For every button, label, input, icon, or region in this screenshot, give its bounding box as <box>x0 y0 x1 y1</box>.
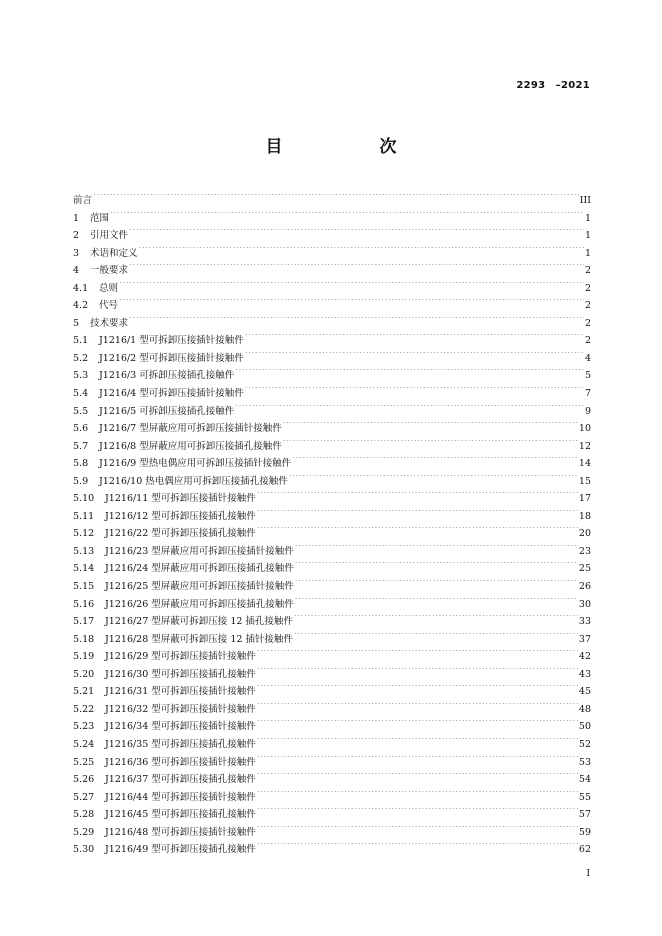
toc-leader-dots <box>257 510 578 519</box>
toc-entry-title: J1216/10 热电偶应用可拆卸压接插孔接触件 <box>99 475 288 487</box>
toc-entry-title: J1216/8 型屏蔽应用可拆卸压接插孔接触件 <box>99 440 282 452</box>
toc-entry-number: 5.21 <box>73 686 95 698</box>
toc-entry-page: 18 <box>578 510 591 522</box>
toc-entry[interactable] <box>73 648 591 666</box>
document-code: 2293 –2021 <box>516 80 590 91</box>
toc-entry-title: J1216/2 型可拆卸压接插针接触件 <box>99 352 244 364</box>
toc-entry[interactable] <box>73 385 591 403</box>
toc-leader-dots <box>257 492 578 501</box>
toc-entry-number: 5.25 <box>73 756 95 768</box>
toc-entry[interactable] <box>73 297 591 315</box>
toc-entry-title: J1216/34 型可拆卸压接插针接触件 <box>105 721 256 733</box>
toc-entry-number: 5.16 <box>73 598 95 610</box>
toc-entry-page: 5 <box>584 370 591 382</box>
toc-entry-number: 5.22 <box>73 703 95 715</box>
toc-entry-number: 5.9 <box>73 475 89 487</box>
toc-entry[interactable] <box>73 508 591 526</box>
toc-entry-page: 26 <box>578 581 591 593</box>
toc-entry-title: J1216/44 型可拆卸压接插针接触件 <box>105 791 256 803</box>
toc-leader-dots <box>295 580 578 589</box>
toc-leader-dots <box>257 826 578 835</box>
toc-entry[interactable] <box>73 789 591 807</box>
toc-entry-title: J1216/48 型可拆卸压接插针接触件 <box>105 826 256 838</box>
toc-entry-title: J1216/31 型可拆卸压接插针接触件 <box>105 686 256 698</box>
toc-entry-number: 5.1 <box>73 335 89 347</box>
toc-entry-number: 5.18 <box>73 633 95 645</box>
toc-entry[interactable] <box>73 490 591 508</box>
toc-entry-page: 4 <box>584 352 591 364</box>
toc-entry-page: 45 <box>578 686 591 698</box>
toc-leader-dots <box>257 703 578 712</box>
toc-entry-title: J1216/3 可拆卸压接插孔接触件 <box>99 370 235 382</box>
toc-entry[interactable] <box>73 245 591 263</box>
toc-leader-dots <box>294 615 578 624</box>
toc-entry[interactable] <box>73 824 591 842</box>
toc-entry-page: 2 <box>584 265 591 277</box>
toc-entry-number: 5.13 <box>73 545 95 557</box>
toc-leader-dots <box>119 282 584 291</box>
toc-entry-number: 2 <box>73 230 80 242</box>
toc-leader-dots <box>245 334 584 343</box>
toc-leader-dots <box>257 668 578 677</box>
toc-leader-dots <box>93 194 579 203</box>
toc-leader-dots <box>295 562 578 571</box>
toc-entry-page: 2 <box>584 317 591 329</box>
toc-leader-dots <box>292 457 578 466</box>
toc-entry[interactable] <box>73 473 591 491</box>
toc-entry[interactable] <box>73 560 591 578</box>
toc-entry[interactable] <box>73 613 591 631</box>
toc-entry-number: 5.4 <box>73 388 89 400</box>
toc-entry[interactable] <box>73 841 591 859</box>
toc-entry-title: J1216/29 型可拆卸压接插针接触件 <box>105 651 256 663</box>
toc-leader-dots <box>283 440 578 449</box>
toc-entry-title: J1216/5 可拆卸压接插孔接触件 <box>99 405 235 417</box>
toc-entry-title: J1216/32 型可拆卸压接插针接触件 <box>105 703 256 715</box>
toc-entry-page: 42 <box>578 651 591 663</box>
toc-entry-number: 5.19 <box>73 651 95 663</box>
toc-entry[interactable] <box>73 578 591 596</box>
toc-entry-number: 4.1 <box>73 282 89 294</box>
toc-leader-dots <box>245 352 584 361</box>
toc-entry-page: 10 <box>578 423 591 435</box>
toc-entry-number: 5.20 <box>73 668 95 680</box>
toc-entry-page: 14 <box>578 458 591 470</box>
toc-entry-title: J1216/28 型屏蔽可拆卸压接 12 插针接触件 <box>105 633 293 645</box>
toc-entry-page: 53 <box>578 756 591 768</box>
toc-entry-title: J1216/9 型热电偶应用可拆卸压接插针接触件 <box>99 458 292 470</box>
toc-entry[interactable] <box>73 280 591 298</box>
toc-entry-page: 59 <box>578 826 591 838</box>
toc-entry-title: 术语和定义 <box>90 247 138 259</box>
toc-leader-dots <box>257 791 578 800</box>
toc-leader-dots <box>257 773 578 782</box>
toc-entry-title: J1216/23 型屏蔽应用可拆卸压接插针接触件 <box>105 545 294 557</box>
toc-entry-title: J1216/27 型屏蔽可拆卸压接 12 插孔接触件 <box>105 616 293 628</box>
toc-entry-page: 54 <box>578 774 591 786</box>
toc-entry-page: 23 <box>578 545 591 557</box>
toc-entry[interactable] <box>73 666 591 684</box>
toc-entry[interactable] <box>73 771 591 789</box>
toc-entry-page: 33 <box>578 616 591 628</box>
toc-entry-title: J1216/7 型屏蔽应用可拆卸压接插针接触件 <box>99 423 282 435</box>
toc-leader-dots <box>139 247 584 256</box>
toc-entry-number: 3 <box>73 247 80 259</box>
toc-entry-title: J1216/30 型可拆卸压接插孔接触件 <box>105 668 256 680</box>
toc-entry-title: 代号 <box>99 300 119 312</box>
toc-leader-dots <box>295 598 578 607</box>
toc-entry-page: 9 <box>584 405 591 417</box>
toc-entry-title: 前言 <box>73 195 93 206</box>
toc-entry-number: 5.26 <box>73 774 95 786</box>
toc-entry[interactable] <box>73 438 591 456</box>
toc-entry-number: 5.23 <box>73 721 95 733</box>
toc-entry[interactable] <box>73 367 591 385</box>
toc-entry-page: 55 <box>578 791 591 803</box>
toc-entry-number: 5.24 <box>73 738 95 750</box>
toc-entry-page: 12 <box>578 440 591 452</box>
toc-entry-number: 5.3 <box>73 370 89 382</box>
toc-entry[interactable] <box>73 210 591 228</box>
toc-entry[interactable] <box>73 192 591 210</box>
toc-entry-number: 4.2 <box>73 300 89 312</box>
toc-leader-dots <box>294 633 578 642</box>
toc-entry-number: 5.5 <box>73 405 89 417</box>
toc-entry-page: 2 <box>584 335 591 347</box>
toc-entry-page: 1 <box>584 230 591 242</box>
toc-entry-title: J1216/24 型屏蔽应用可拆卸压接插孔接触件 <box>105 563 294 575</box>
toc-entry[interactable] <box>73 525 591 543</box>
toc-leader-dots <box>283 422 578 431</box>
toc-entry-page: 48 <box>578 703 591 715</box>
toc-entry-title: J1216/22 型可拆卸压接插孔接触件 <box>105 528 256 540</box>
toc-entry-title: 总则 <box>99 282 119 294</box>
toc-entry-page: 2 <box>584 282 591 294</box>
toc-entry-title: J1216/37 型可拆卸压接插孔接触件 <box>105 774 256 786</box>
toc-leader-dots <box>129 229 584 238</box>
toc-entry[interactable] <box>73 403 591 421</box>
toc-entry-title: J1216/1 型可拆卸压接插针接触件 <box>99 335 244 347</box>
toc-entry[interactable] <box>73 350 591 368</box>
toc-entry-number: 5.28 <box>73 809 95 821</box>
toc-entry-number: 5.11 <box>73 510 95 522</box>
toc-entry[interactable] <box>73 596 591 614</box>
toc-entry-number: 5.30 <box>73 844 95 856</box>
toc-entry-title: 一般要求 <box>90 265 129 277</box>
toc-entry-title: J1216/35 型可拆卸压接插孔接触件 <box>105 738 256 750</box>
toc-entry-number: 5.12 <box>73 528 95 540</box>
toc-entry[interactable] <box>73 701 591 719</box>
toc-leader-dots <box>245 387 584 396</box>
toc-entry-page: 43 <box>578 668 591 680</box>
toc-entry-page: 25 <box>578 563 591 575</box>
toc-leader-dots <box>257 756 578 765</box>
toc-leader-dots <box>257 738 578 747</box>
toc-entry[interactable] <box>73 736 591 754</box>
page-title: 目 次 <box>265 137 437 157</box>
toc-entry-page: 62 <box>578 844 591 856</box>
toc-entry-number: 4 <box>73 265 80 277</box>
toc-entry-number: 5.10 <box>73 493 95 505</box>
toc-entry-page: 1 <box>584 247 591 259</box>
toc-entry-page: III <box>579 195 591 206</box>
toc-entry-number: 1 <box>73 212 80 224</box>
toc-entry-title: J1216/12 型可拆卸压接插孔接触件 <box>105 510 256 522</box>
toc-entry-number: 5.6 <box>73 423 89 435</box>
toc-entry[interactable] <box>73 455 591 473</box>
toc-leader-dots <box>235 405 584 414</box>
toc-entry[interactable] <box>73 543 591 561</box>
toc-entry[interactable] <box>73 315 591 333</box>
toc-entry-page: 15 <box>578 475 591 487</box>
toc-entry[interactable] <box>73 683 591 701</box>
toc-leader-dots <box>257 720 578 729</box>
toc-entry-number: 5.2 <box>73 352 89 364</box>
toc-entry-page: 1 <box>584 212 591 224</box>
toc-leader-dots <box>257 650 578 659</box>
toc-entry-title: J1216/49 型可拆卸压接插孔接触件 <box>105 844 256 856</box>
toc-entry-page: 17 <box>578 493 591 505</box>
toc-entry-title: 引用文件 <box>90 230 129 242</box>
toc-entry-title: J1216/25 型屏蔽应用可拆卸压接插针接触件 <box>105 581 294 593</box>
toc-entry-number: 5.8 <box>73 458 89 470</box>
toc-entry[interactable] <box>73 227 591 245</box>
toc-entry[interactable] <box>73 806 591 824</box>
toc-leader-dots <box>257 843 578 852</box>
toc-entry-page: 50 <box>578 721 591 733</box>
toc-entry-page: 2 <box>584 300 591 312</box>
toc-entry-page: 7 <box>584 388 591 400</box>
toc-leader-dots <box>235 369 584 378</box>
toc-leader-dots <box>129 264 584 273</box>
toc-entry-number: 5 <box>73 317 80 329</box>
table-of-contents <box>73 192 591 859</box>
toc-leader-dots <box>129 317 584 326</box>
toc-entry[interactable] <box>73 631 591 649</box>
toc-entry[interactable] <box>73 754 591 772</box>
toc-leader-dots <box>110 212 584 221</box>
toc-entry[interactable] <box>73 332 591 350</box>
toc-entry-number: 5.14 <box>73 563 95 575</box>
toc-entry-title: J1216/45 型可拆卸压接插孔接触件 <box>105 809 256 821</box>
toc-leader-dots <box>295 545 578 554</box>
toc-entry[interactable] <box>73 718 591 736</box>
toc-entry-page: 20 <box>578 528 591 540</box>
toc-entry-title: J1216/36 型可拆卸压接插针接触件 <box>105 756 256 768</box>
toc-entry-title: 范围 <box>90 212 110 224</box>
toc-entry-number: 5.7 <box>73 440 89 452</box>
toc-entry[interactable] <box>73 420 591 438</box>
toc-entry-page: 52 <box>578 738 591 750</box>
toc-entry-number: 5.17 <box>73 616 95 628</box>
toc-leader-dots <box>257 685 578 694</box>
toc-leader-dots <box>119 299 584 308</box>
toc-entry-title: J1216/26 型屏蔽应用可拆卸压接插孔接触件 <box>105 598 294 610</box>
toc-entry-number: 5.29 <box>73 826 95 838</box>
toc-entry-number: 5.15 <box>73 581 95 593</box>
toc-leader-dots <box>289 475 578 484</box>
toc-entry-page: 37 <box>578 633 591 645</box>
toc-entry-page: 57 <box>578 809 591 821</box>
toc-entry[interactable] <box>73 262 591 280</box>
toc-entry-title: J1216/11 型可拆卸压接插针接触件 <box>105 493 256 505</box>
page-number: I <box>586 869 590 879</box>
toc-entry-page: 30 <box>578 598 591 610</box>
toc-leader-dots <box>257 527 578 536</box>
toc-entry-title: J1216/4 型可拆卸压接插针接触件 <box>99 388 244 400</box>
toc-entry-number: 5.27 <box>73 791 95 803</box>
toc-entry-title: 技术要求 <box>90 317 129 329</box>
toc-leader-dots <box>257 808 578 817</box>
